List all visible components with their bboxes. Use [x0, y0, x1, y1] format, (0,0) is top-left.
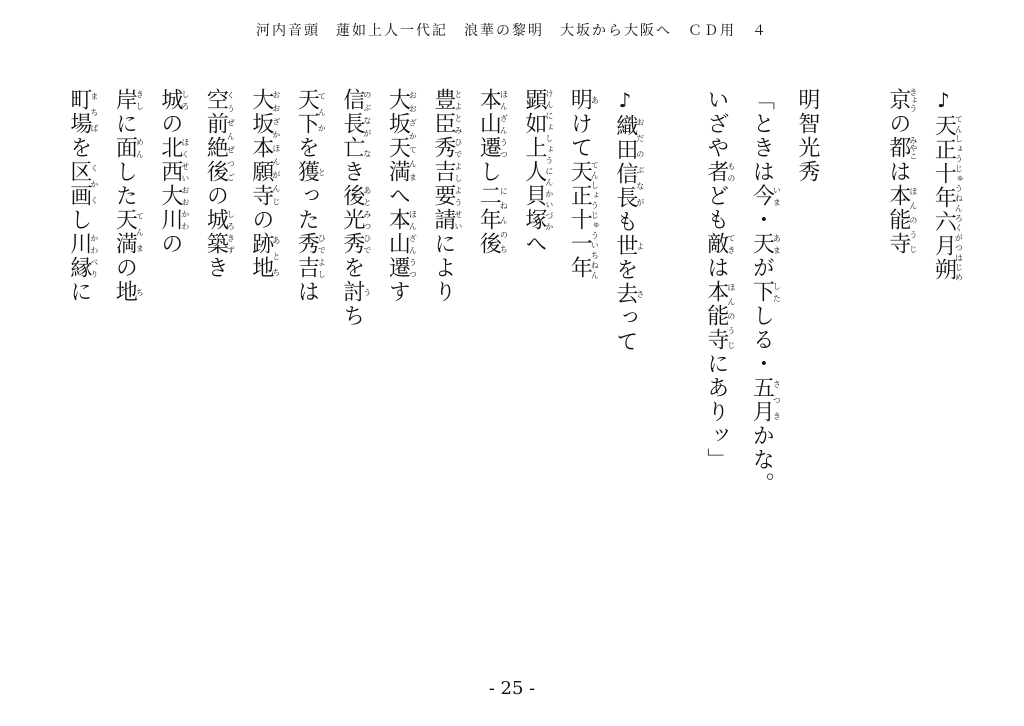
lyric-text: き: [339, 160, 365, 184]
lyric-line: [384, 88, 417, 608]
lyric-text: の: [203, 184, 229, 208]
lyric-text: を: [339, 256, 365, 280]
lyric-text: の: [112, 256, 138, 280]
lyric-line: [111, 88, 144, 608]
lyric-line: [703, 88, 736, 608]
ruby-word: 地ち: [112, 280, 145, 304]
lyric-text: ち: [339, 304, 365, 328]
lyric-text: し: [66, 208, 92, 232]
ruby-word: 信長亡のぶなが な: [339, 88, 372, 160]
lyric-text: ども: [703, 184, 729, 232]
ruby-word: 去さ: [612, 282, 645, 306]
lyric-text: を: [66, 136, 92, 160]
ruby-word: 天正十年六月朔てんしょうじゅうねんろくがつはじめ: [931, 114, 964, 282]
lyric-text: ・: [749, 208, 775, 232]
ruby-word: 本山遷ほんざんうつ: [476, 88, 509, 160]
lyric-line: [430, 88, 463, 608]
lyric-text: 明智光秀: [794, 88, 820, 184]
ruby-word: 者もの: [703, 160, 736, 184]
lyric-line: [202, 88, 235, 608]
lyric-text: 「ときは: [749, 88, 775, 184]
ruby-word: 大坂本願寺おおざかほんがんじ: [248, 88, 281, 208]
page-number: - 25 -: [488, 678, 536, 699]
lyric-text: へ: [521, 232, 547, 256]
lyric-line: [748, 88, 781, 608]
ruby-word: 織田信長おだのぶなが: [612, 114, 645, 210]
lyric-text: に: [112, 112, 138, 136]
ruby-word: 天下てんか: [294, 88, 327, 136]
ruby-word: 秀吉ひでよし: [294, 232, 327, 280]
music-note-icon: ♪: [931, 88, 956, 114]
ruby-word: 川縁かわべり: [66, 232, 99, 280]
ruby-word: 豊臣秀吉要請とよとみひでよしようせい: [430, 88, 463, 232]
lyric-text: にありッ」: [703, 352, 729, 472]
ruby-word: 世よ: [612, 234, 645, 258]
lyric-line: [566, 88, 599, 608]
ruby-word: 下した: [749, 280, 782, 304]
lyric-text: が: [749, 256, 775, 280]
ruby-word: 城築しろきず: [203, 208, 236, 256]
ruby-word: 顕如上人貝塚けんにょしょうにんかいづか: [521, 88, 554, 232]
lyric-text: けて: [567, 112, 593, 160]
ruby-word: 今いま: [749, 184, 782, 208]
lyric-text: って: [612, 306, 638, 354]
lyric-text: は: [885, 160, 911, 184]
lyric-line: [475, 88, 508, 608]
ruby-word: 五月さつき: [749, 376, 782, 424]
lyric-text: に: [66, 280, 92, 304]
lyric-text: は: [294, 280, 320, 304]
lyric-text: した: [112, 160, 138, 208]
lyric-line: [66, 88, 99, 608]
lyric-line: [293, 88, 326, 608]
page-header: 河内音頭 蓮如上人一代記 浪華の黎明 大坂から大阪へ ＣＤ用 ４: [256, 23, 768, 39]
ruby-word: 城しろ: [157, 88, 190, 112]
ruby-word: 天あま: [749, 232, 782, 256]
lyric-text: を: [612, 258, 638, 282]
music-note-icon: ♪: [612, 88, 637, 114]
lyric-text: により: [430, 232, 456, 304]
ruby-word: 本能寺ほんのうじ: [703, 280, 736, 352]
ruby-word: 討う: [339, 280, 372, 304]
lyric-line: [930, 88, 963, 608]
lyric-line: [248, 88, 281, 608]
ruby-word: 本能寺ほんのうじ: [885, 184, 918, 256]
ruby-word: 二年後にねんのち: [476, 184, 509, 256]
lyric-text: き: [203, 256, 229, 280]
ruby-word: 岸きし: [112, 88, 145, 112]
lyric-text: しる・: [749, 304, 775, 376]
lyric-text: を: [294, 136, 320, 160]
lyric-line: [885, 88, 918, 608]
lyric-text: の: [157, 232, 183, 256]
ruby-word: 都みやこ: [885, 136, 918, 160]
lyric-line: [339, 88, 372, 608]
lyric-text: の: [157, 112, 183, 136]
ruby-word: 大坂天満おおざかてんま: [385, 88, 418, 184]
ruby-word: 獲と: [294, 160, 327, 184]
lyric-line: [157, 88, 190, 608]
lyric-text: の: [248, 208, 274, 232]
lyric-text: かな。: [749, 424, 775, 496]
lyric-text: の: [885, 112, 911, 136]
lyric-text: った: [294, 184, 320, 232]
ruby-word: 跡地あとち: [248, 232, 281, 280]
ruby-word: 天正十一年てんしょうじゅういちねん: [567, 160, 600, 280]
ruby-word: 町場まちば: [66, 88, 99, 136]
lyric-text: も: [612, 210, 638, 234]
ruby-word: 北西大川ほくせいおおかわ: [157, 136, 190, 232]
ruby-word: 後光秀あとみつひで: [339, 184, 372, 256]
ruby-word: 区画くかく: [66, 160, 99, 208]
ruby-word: 天満てんま: [112, 208, 145, 256]
ruby-word: 空前絶後くうぜんぜつご: [203, 88, 236, 184]
ruby-word: 敵てき: [703, 232, 736, 256]
ruby-word: 面めん: [112, 136, 145, 160]
lyric-line: [794, 88, 820, 608]
lyric-text: は: [703, 256, 729, 280]
lyric-text: す: [385, 280, 411, 304]
lyric-line: [612, 88, 645, 608]
lyric-line: [521, 88, 554, 608]
lyric-text: し: [476, 160, 502, 184]
ruby-word: 明あ: [567, 88, 600, 112]
ruby-word: 本山遷ほんざんうつ: [385, 208, 418, 280]
lyric-text: いざや: [703, 88, 729, 160]
ruby-word: 京きょう: [885, 88, 918, 112]
lyric-text: へ: [385, 184, 411, 208]
